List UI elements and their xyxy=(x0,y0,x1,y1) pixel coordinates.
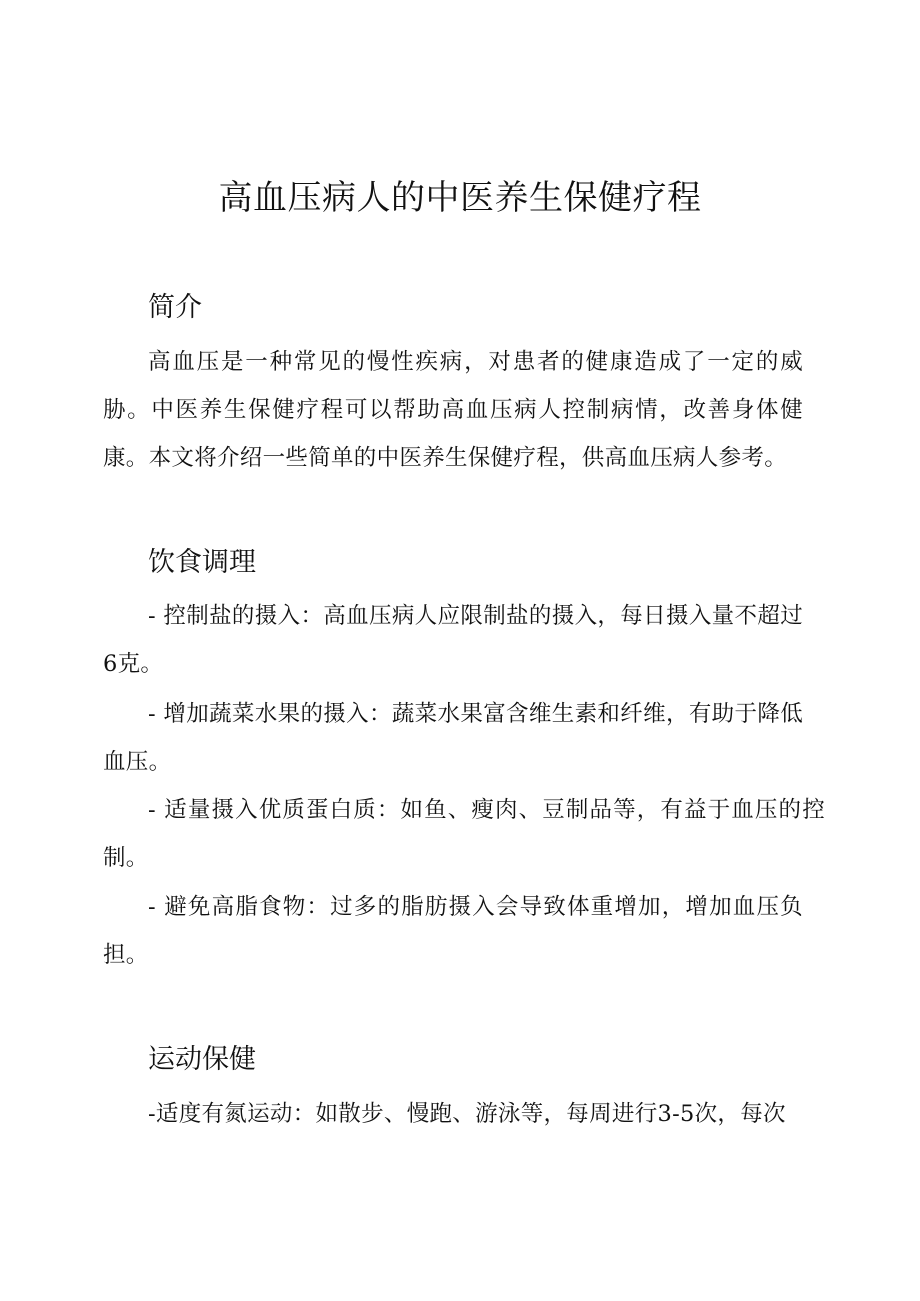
diet-item-salt: - 控制盐的摄入：高血压病人应限制盐的摄入，每日摄入量不超过6克。 xyxy=(103,603,803,677)
section-heading-exercise: 运动保健 xyxy=(148,1044,256,1075)
diet-item-vegetables: - 增加蔬菜水果的摄入：蔬菜水果富含维生素和纤维，有助于降低血压。 xyxy=(103,701,803,775)
exercise-item-aerobic: -适度有氮运动：如散步、慢跑、游泳等，每周进行3-5次，每次 xyxy=(148,1101,786,1127)
section-heading-diet: 饮食调理 xyxy=(148,547,256,578)
document-title: 高血压病人的中医养生保健疗程 xyxy=(218,178,702,218)
diet-item-fat: - 避免高脂食物：过多的脂肪摄入会导致体重增加，增加血压负担。 xyxy=(103,894,803,968)
section-heading-intro: 简介 xyxy=(148,292,202,323)
diet-item-protein: - 适量摄入优质蛋白质：如鱼、瘦肉、豆制品等，有益于血压的控制。 xyxy=(103,797,825,871)
intro-paragraph: 高血压是一种常见的慢性疾病，对患者的健康造成了一定的威胁。中医养生保健疗程可以帮助高血压病人控制病情，改善身体健康。本文将介绍一些简单的中医养生保健疗程，供高血压病人参考。 xyxy=(103,349,803,471)
